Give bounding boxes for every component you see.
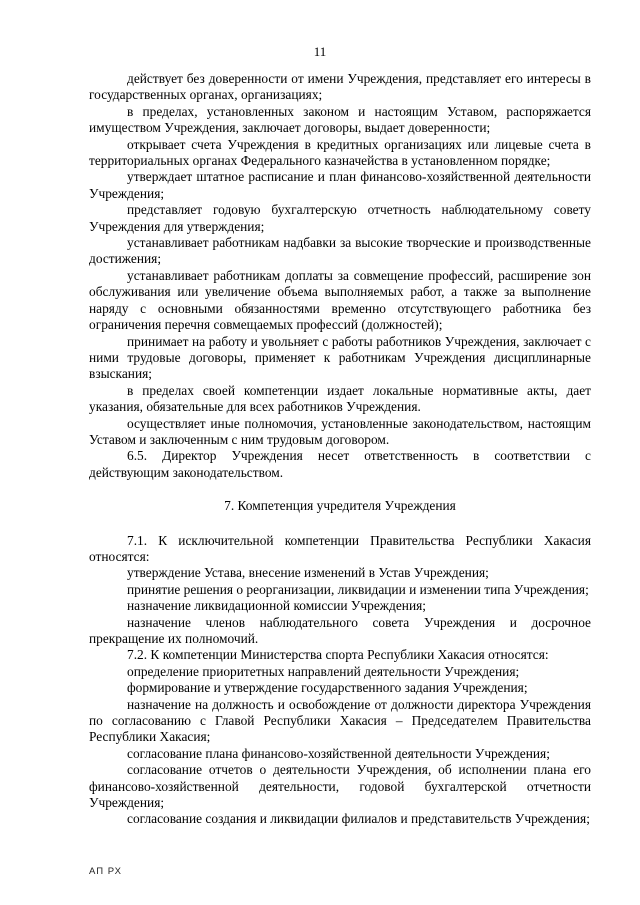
paragraph: принятие решения о реорганизации, ликвидации и изменении типа Учреждения; bbox=[127, 581, 589, 597]
paragraph: действует без доверенности от имени Учреждения, представляет его интересы в государственных органах, организациях; bbox=[89, 71, 591, 103]
paragraph: осуществляет иные полномочия, установленные законодательством, настоящим Уставом и заключенным с ним трудовым договором. bbox=[89, 415, 591, 447]
paragraph: утверждение Устава, внесение изменений в Устав Учреждения; bbox=[127, 565, 489, 581]
paragraph: принимает на работу и увольняет с работы работников Учреждения, заключает с ними трудовые договоры, применяет к работникам Учреждения дисциплинарные взыскания; bbox=[89, 333, 591, 382]
paragraph: согласование плана финансово-хозяйственной деятельности Учреждения; bbox=[127, 745, 550, 761]
page-number: 11 bbox=[313, 44, 327, 59]
document-body bbox=[89, 71, 591, 828]
paragraph: формирование и утверждение государственного задания Учреждения; bbox=[127, 680, 528, 696]
paragraph: назначение ликвидационной комиссии Учреждения; bbox=[127, 598, 426, 614]
paragraph: 7.1. К исключительной компетенции Правительства Республики Хакасия относятся: bbox=[89, 532, 591, 564]
paragraph: 6.5. Директор Учреждения несет ответственность в соответствии с действующим законодательством. bbox=[89, 448, 591, 480]
paragraph: открывает счета Учреждения в кредитных организациях или лицевые счета в территориальных органах Федерального казначейства в установленном порядке; bbox=[89, 136, 591, 169]
paragraph: определение приоритетных направлений деятельности Учреждения; bbox=[127, 663, 520, 679]
paragraph: согласование создания и ликвидации филиалов и представительств Учреждения; bbox=[127, 811, 590, 827]
paragraph: назначение на должность и освобождение от должности директора Учреждения по согласованию с Главой Республики Хакасия – Председателем Правительства Республики Хакасия; bbox=[89, 696, 591, 745]
paragraph: в пределах, установленных законом и настоящим Уставом, распоряжается имуществом Учреждения, заключает договоры, выдает доверенности; bbox=[89, 103, 591, 136]
paragraph: в пределах своей компетенции издает локальные нормативные акты, дает указания, обязательные для всех работников Учреждения. bbox=[89, 382, 591, 415]
section-heading: 7. Компетенция учредителя Учреждения bbox=[224, 498, 456, 514]
paragraph: 7.2. К компетенции Министерства спорта Республики Хакасия относятся: bbox=[127, 647, 549, 663]
paragraph: согласование отчетов о деятельности Учреждения, об исполнении плана его финансово-хозяйственной деятельности, годовой бухгалтерской отчетности Учреждения; bbox=[89, 762, 591, 811]
paragraph: назначение членов наблюдательного совета Учреждения и досрочное прекращение их полномочий. bbox=[89, 614, 591, 646]
paragraph: утверждает штатное расписание и план финансово-хозяйственной деятельности Учреждения; bbox=[89, 169, 591, 201]
paragraph: представляет годовую бухгалтерскую отчетность наблюдательному совету Учреждения для утверждения; bbox=[89, 202, 591, 234]
paragraph: устанавливает работникам доплаты за совмещение профессий, расширение зон обслуживания или увеличение объема выполняемых работ, а также за выполнение наряду с основными обязанностями временно отсутствующего работника без ограничения перечня совмещаемых профессий (должностей); bbox=[89, 267, 591, 333]
paragraph: устанавливает работникам надбавки за высокие творческие и производственные достижения; bbox=[89, 235, 591, 267]
footer-mark: АП РХ bbox=[89, 866, 122, 877]
